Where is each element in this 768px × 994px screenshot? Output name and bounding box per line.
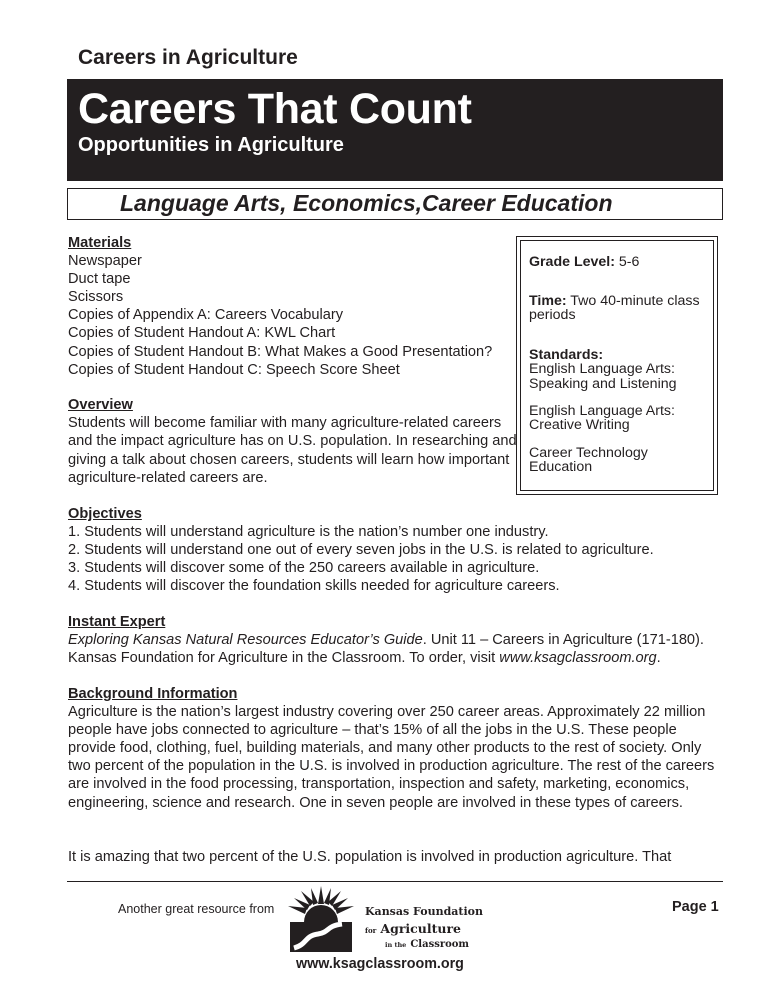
standard-item: Career Technology Education bbox=[529, 444, 648, 476]
page-number: Page 1 bbox=[672, 899, 719, 915]
subjects-text: Language Arts, Economics,Career Education bbox=[120, 190, 613, 216]
overview-text: Students will become familiar with many agriculture-related careers and the impact agriculture has on U.S. population. In researching and giving a talk about chosen careers, students will learn how important agriculture-related careers are. bbox=[68, 415, 517, 486]
instant-expert-heading: Instant Expert bbox=[68, 614, 166, 630]
grade-level bbox=[529, 255, 713, 270]
time-value: Two 40-minute class periods bbox=[529, 292, 700, 324]
materials-section bbox=[68, 234, 518, 379]
time-label: Time: bbox=[529, 292, 567, 309]
materials-item: Copies of Student Handout B: What Makes a Good Presentation? bbox=[68, 343, 493, 360]
footer-divider bbox=[67, 881, 723, 882]
section-label: Careers in Agriculture bbox=[78, 46, 298, 69]
objectives-heading: Objectives bbox=[68, 506, 142, 522]
book-title: Exploring Kansas Natural Resources Educator’s Guide bbox=[68, 632, 423, 649]
objective-item: 1. Students will understand agriculture is the nation’s number one industry. bbox=[68, 524, 549, 541]
lesson-info-inner bbox=[520, 240, 714, 491]
page-title: Careers That Count bbox=[78, 85, 472, 133]
lesson-info-box bbox=[516, 236, 718, 495]
objective-item: 2. Students will understand one out of every seven jobs in the U.S. is related to agriculture. bbox=[68, 542, 654, 559]
standards-label: Standards: bbox=[529, 346, 604, 363]
footer-tagline: Another great resource from bbox=[118, 902, 275, 916]
materials-item: Newspaper bbox=[68, 253, 142, 270]
standard-item: English Language Arts: Creative Writing bbox=[529, 402, 675, 434]
logo-line-1: Kansas Foundation bbox=[365, 905, 483, 918]
objective-item: 3. Students will discover some of the 250 careers available in agriculture. bbox=[68, 560, 540, 577]
materials-item: Copies of Student Handout A: KWL Chart bbox=[68, 325, 336, 342]
grade-value: 5-6 bbox=[614, 254, 640, 270]
background-text: Agriculture is the nation’s largest industry covering over 250 career areas. Approximately 22 million people have jobs connected to agriculture – that’s 15% of all the jobs in the U.S. These people provide food, clothing, fuel, building materials, and many other products to the rest of society. Only two percent of the population in the U.S. is involved in production agriculture. The rest of the careers are involved in the food processing, transportation, inspection and safety, marketing, economics, engineering, science and research. One in seven people are involved in these types of careers. bbox=[68, 704, 715, 811]
instant-expert-section bbox=[68, 613, 728, 667]
sunburst-logo-icon bbox=[286, 884, 356, 954]
materials-item: Copies of Student Handout C: Speech Score Sheet bbox=[68, 361, 400, 378]
overview-section bbox=[68, 396, 518, 487]
logo-line-3: in the Classroom bbox=[385, 939, 470, 950]
order-link[interactable]: www.ksagclassroom.org bbox=[499, 650, 657, 667]
materials-item: Duct tape bbox=[68, 271, 131, 288]
instant-expert-text: Exploring Kansas Natural Resources Educator’s Guide. Unit 11 – Careers in Agriculture (171-180). Kansas Foundation for Agriculture in the Classroom. To order, visit www.ksagclassroom.org. bbox=[68, 632, 704, 667]
overview-heading: Overview bbox=[68, 397, 133, 413]
logo-line-2: for Agriculture bbox=[365, 921, 461, 936]
background-heading: Background Information bbox=[68, 686, 238, 702]
background-continued: It is amazing that two percent of the U.S. population is involved in production agriculture. That bbox=[68, 849, 672, 865]
standard-item: English Language Arts: Speaking and Listening bbox=[529, 361, 677, 392]
materials-item: Copies of Appendix A: Careers Vocabulary bbox=[68, 307, 344, 324]
background-section bbox=[68, 685, 728, 812]
title-banner bbox=[67, 79, 723, 181]
time bbox=[529, 294, 713, 323]
footer-url-link[interactable]: www.ksagclassroom.org bbox=[296, 956, 464, 972]
objectives-section bbox=[68, 505, 728, 595]
grade-label: Grade Level: bbox=[529, 254, 615, 270]
materials-item: Scissors bbox=[68, 289, 124, 306]
subjects-box bbox=[67, 188, 723, 220]
objective-item: 4. Students will discover the foundation skills needed for agriculture careers. bbox=[68, 578, 560, 595]
page-subtitle: Opportunities in Agriculture bbox=[78, 134, 344, 156]
materials-heading: Materials bbox=[68, 235, 132, 251]
